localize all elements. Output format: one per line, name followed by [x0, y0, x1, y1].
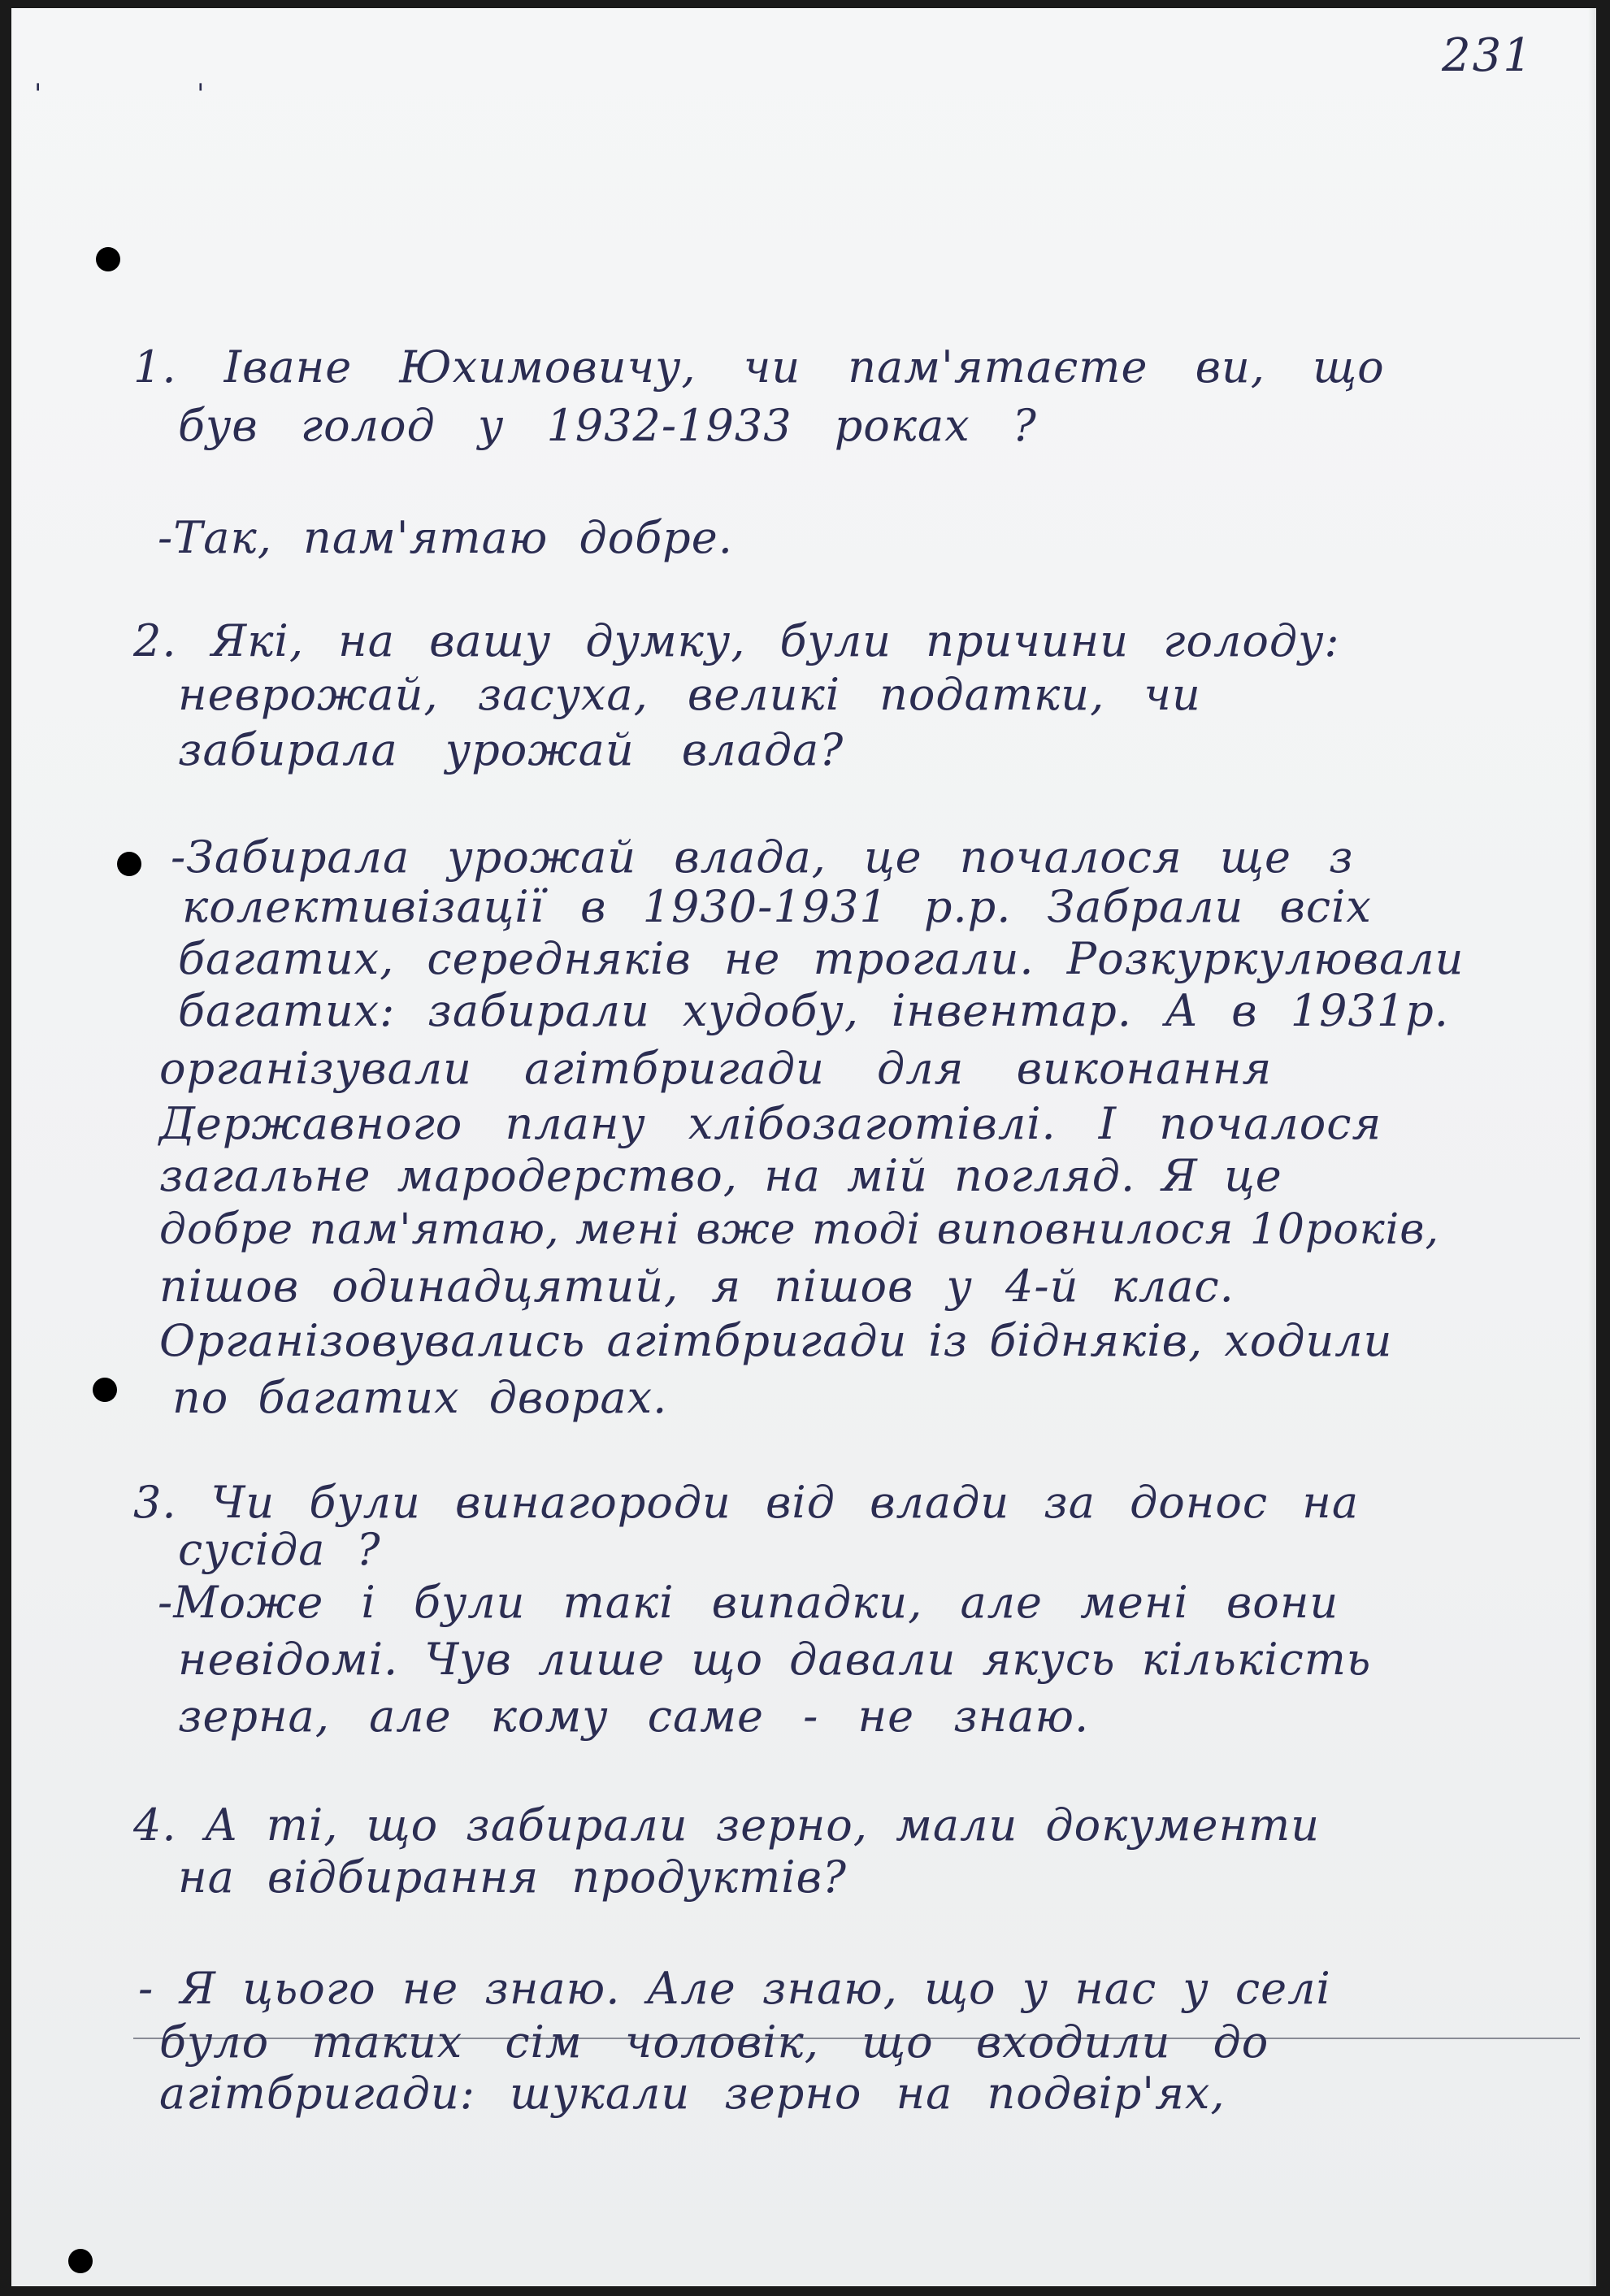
punch-hole-1	[96, 247, 120, 271]
page-number: 231	[1442, 29, 1534, 82]
answer-2-line-8: добре пам'ятаю, мені вже тоді виповнилося 10років,	[159, 1205, 1440, 1254]
top-marks: ' '	[34, 78, 278, 111]
answer-2-line-9: пішов одинадцятий, я пішов у 4-й клас.	[159, 1261, 1235, 1312]
question-3-line-2: сусіда ?	[178, 1524, 381, 1575]
question-1-line-1: 1. Іване Юхимовичу, чи пам'ятаєте ви, що	[133, 341, 1385, 393]
answer-4-line-3: агітбригади: шукали зерно на подвір'ях,	[159, 2068, 1226, 2119]
answer-2-line-4: багатих: забирали худобу, інвентар. А в 1931р.	[178, 985, 1449, 1036]
answer-2-line-6: Державного плану хлібозаготівлі. І почалося	[159, 1098, 1382, 1149]
question-4-line-2: на відбирання продуктів?	[178, 1851, 847, 1903]
punch-hole-4	[68, 2249, 93, 2273]
answer-4-line-1: - Я цього не знаю. Але знаю, що у нас у селі	[138, 1963, 1331, 2014]
answer-2-line-3: багатих, середняків не трогали. Розкуркулювали	[178, 933, 1465, 984]
question-2-line-3: забирала урожай влада?	[178, 724, 844, 775]
answer-1-line-1: -Так, пам'ятаю добре.	[158, 512, 733, 563]
question-4-line-1: 4. А ті, що забирали зерно, мали документи	[133, 1799, 1321, 1851]
answer-2-line-5: організували агітбригади для виконання	[159, 1043, 1273, 1094]
answer-3-line-3: зерна, але кому саме - не знаю.	[178, 1691, 1090, 1742]
answer-2-line-10: Організовувались агітбригади із бідняків, ходили	[159, 1315, 1393, 1366]
punch-hole-3	[93, 1378, 117, 1402]
answer-2-line-7: загальне мародерство, на мій погляд. Я це	[159, 1150, 1282, 1201]
answer-2-line-1: -Забирала урожай влада, це почалося ще з	[171, 831, 1354, 883]
question-2-line-1: 2. Які, на вашу думку, були причини голоду:	[133, 615, 1340, 666]
answer-3-line-2: невідомі. Чув лише що давали якусь кількість	[178, 1634, 1372, 1685]
question-2-line-2: неврожай, засуха, великі податки, чи	[178, 669, 1201, 720]
handwritten-page	[11, 8, 1596, 2286]
answer-2-line-11: по багатих дворах.	[172, 1372, 668, 1423]
question-3-line-1: 3. Чи були винагороди від влади за донос на	[133, 1477, 1360, 1528]
answer-3-line-1: -Може і були такі випадки, але мені вони	[158, 1577, 1339, 1628]
answer-4-line-2: було таких сім чоловік, що входили до	[159, 2016, 1269, 2068]
punch-hole-2	[117, 852, 141, 876]
question-1-line-2: був голод у 1932-1933 роках ?	[178, 400, 1037, 451]
page-edge-shadow	[1588, 8, 1596, 2286]
answer-2-line-2: колективізації в 1930-1931 р.р. Забрали всіх	[182, 881, 1372, 932]
